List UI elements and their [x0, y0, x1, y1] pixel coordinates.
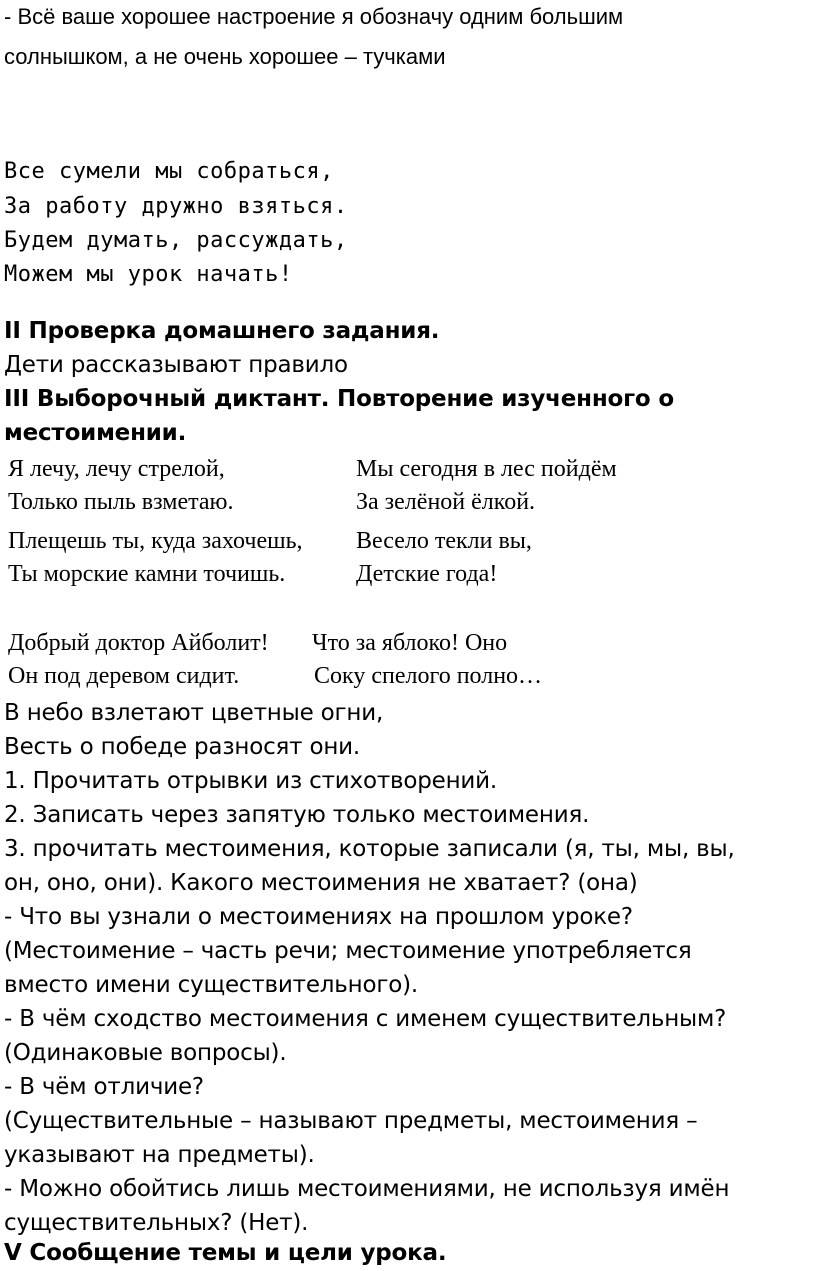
question: - Что вы узнали о местоимениях на прошлом уроке?	[4, 904, 633, 930]
section-2-heading: II Проверка домашнего задания.	[4, 318, 440, 344]
verse-line: Соку спелого полно…	[314, 663, 543, 689]
verse-line: За зелёной ёлкой.	[356, 489, 536, 515]
poem-line-1: Все сумели мы собраться,	[4, 159, 334, 184]
verse-line: Мы сегодня в лес пойдём	[356, 456, 617, 482]
task-3: 3. прочитать местоимения, которые записали (я, ты, мы, вы,	[4, 836, 735, 862]
verse-line: Плещешь ты, куда захочешь,	[8, 528, 303, 554]
answer: вместо имени существительного).	[4, 972, 418, 998]
question: существительных? (Нет).	[4, 1210, 309, 1236]
section-2-text: Дети рассказывают правило	[4, 352, 348, 378]
verse-line: Детские года!	[356, 561, 498, 587]
question: - В чём сходство местоимения с именем существительным?	[4, 1006, 727, 1032]
verse-line: Он под деревом сидит.	[8, 663, 240, 689]
verse-line: Только пыль взметаю.	[8, 489, 234, 515]
verse-line: Добрый доктор Айболит!	[8, 630, 269, 656]
task-2: 2. Записать через запятую только местоимения.	[4, 802, 590, 828]
task-3-continued: он, оно, они). Какого местоимения не хватает? (она)	[4, 870, 638, 896]
task-1: 1. Прочитать отрывки из стихотворений.	[4, 768, 498, 794]
body-line: В небо взлетают цветные огни,	[4, 700, 384, 726]
verse-line: Что за яблоко! Оно	[312, 630, 508, 656]
section-3-heading-line-1: III Выборочный диктант. Повторение изученного о	[4, 386, 674, 412]
question: - Можно обойтись лишь местоимениями, не используя имён	[4, 1176, 730, 1202]
answer: (Существительные – называют предметы, местоимения –	[4, 1108, 698, 1134]
body-line: Весть о победе разносят они.	[4, 734, 361, 760]
poem-line-2: За работу дружно взяться.	[4, 194, 348, 219]
answer: (Одинаковые вопросы).	[4, 1040, 287, 1066]
verse-line: Я лечу, лечу стрелой,	[8, 456, 225, 482]
section-5-heading: V Сообщение темы и цели урока.	[4, 1240, 447, 1266]
answer: указывают на предметы).	[4, 1142, 315, 1168]
verse-line: Ты морские камни точишь.	[8, 561, 286, 587]
poem-line-3: Будем думать, рассуждать,	[4, 228, 348, 253]
intro-line-1: - Всё ваше хорошее настроение я обозначу одним большим	[4, 4, 624, 29]
question: - В чём отличие?	[4, 1074, 204, 1100]
intro-line-2: солнышком, а не очень хорошее – тучками	[4, 44, 446, 69]
poem-line-4: Можем мы урок начать!	[4, 262, 293, 287]
section-3-heading-line-2: местоимении.	[4, 420, 187, 446]
answer: (Местоимение – часть речи; местоимение употребляется	[4, 938, 692, 964]
verse-line: Весело текли вы,	[356, 528, 532, 554]
